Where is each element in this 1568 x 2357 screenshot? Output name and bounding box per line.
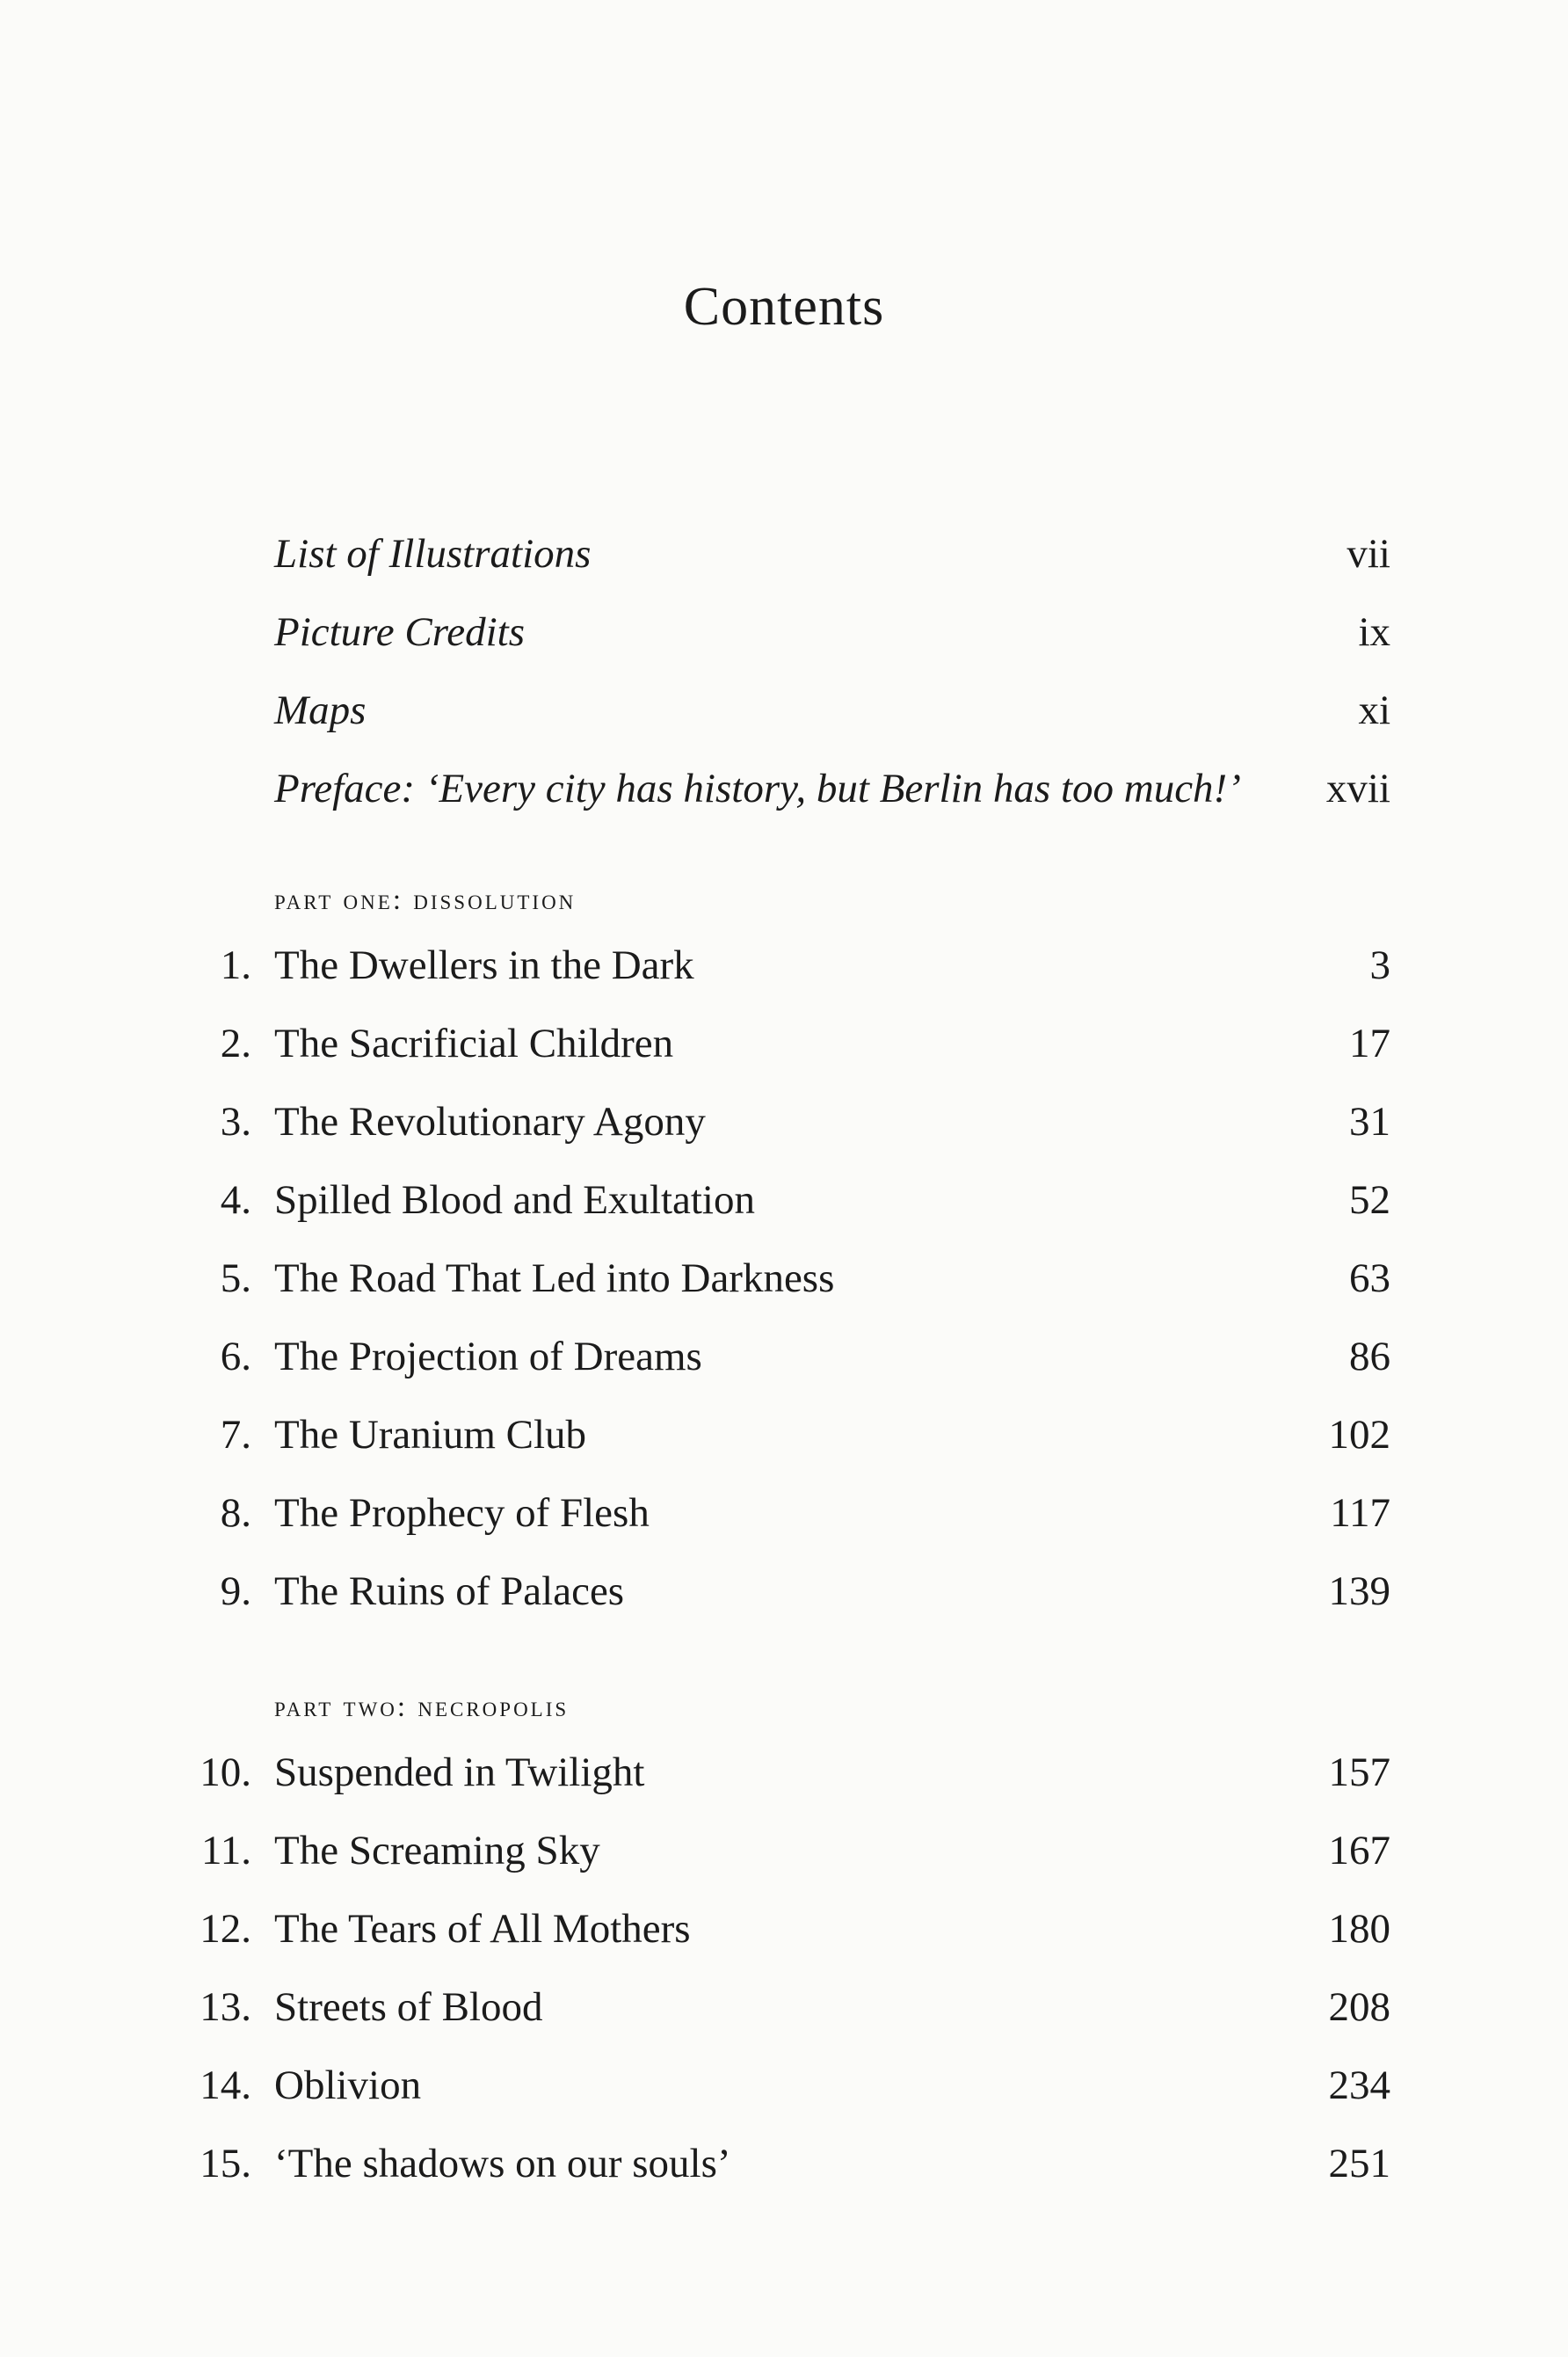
- entry-page-number: 157: [1328, 1750, 1390, 1795]
- toc-entry-maps[interactable]: [0, 675, 1568, 746]
- entry-label: The Projection of Dreams: [274, 1334, 702, 1379]
- entry-label: Picture Credits: [274, 609, 526, 655]
- toc-entry-chapter[interactable]: [0, 1400, 1568, 1470]
- entry-label: List of Illustrations: [274, 531, 592, 577]
- entry-label: The Prophecy of Flesh: [274, 1490, 650, 1536]
- entry-label: The Road That Led into Darkness: [274, 1255, 835, 1301]
- chapter-number: 11.: [200, 1828, 251, 1873]
- chapter-number: 4.: [220, 1177, 251, 1223]
- toc-entry-chapter[interactable]: [0, 1556, 1568, 1626]
- entry-page-number: 31: [1349, 1099, 1390, 1145]
- chapter-number: 7.: [220, 1412, 251, 1458]
- toc-entry-chapter[interactable]: [0, 1478, 1568, 1548]
- entry-label: The Screaming Sky: [274, 1828, 600, 1873]
- toc-entry-chapter[interactable]: [0, 1321, 1568, 1392]
- entry-page-number: 139: [1328, 1568, 1390, 1614]
- page-title: Contents: [683, 277, 885, 337]
- chapter-number: 8.: [220, 1490, 251, 1536]
- part-heading: part two: necropolis: [274, 1691, 570, 1723]
- toc-entry-picture-credits[interactable]: [0, 597, 1568, 667]
- toc-entry-chapter[interactable]: [0, 2050, 1568, 2121]
- chapter-number: 9.: [220, 1568, 251, 1614]
- chapter-number: 6.: [220, 1334, 251, 1379]
- entry-label: ‘The shadows on our souls’: [274, 2141, 731, 2186]
- toc-entry-chapter[interactable]: [0, 1087, 1568, 1157]
- chapter-number: 2.: [220, 1021, 251, 1066]
- part-heading: part one: dissolution: [274, 884, 577, 916]
- entry-label: Maps: [274, 687, 367, 733]
- entry-page-number: 17: [1349, 1021, 1390, 1066]
- toc-entry-list-of-illustrations[interactable]: [0, 519, 1568, 589]
- entry-page-number: 117: [1330, 1490, 1390, 1536]
- toc-entry-chapter[interactable]: [0, 1165, 1568, 1235]
- toc-entry-chapter[interactable]: [0, 1972, 1568, 2042]
- entry-page-number: 63: [1349, 1255, 1390, 1301]
- toc-entry-chapter[interactable]: [0, 1815, 1568, 1886]
- entry-page-number: 251: [1328, 2141, 1390, 2186]
- entry-page-number: 208: [1328, 1984, 1390, 2030]
- entry-page-number: 234: [1328, 2062, 1390, 2108]
- entry-label: The Revolutionary Agony: [274, 1099, 706, 1145]
- entry-page-number: 167: [1328, 1828, 1390, 1873]
- entry-label: The Ruins of Palaces: [274, 1568, 625, 1614]
- entry-page-number: 3: [1369, 942, 1390, 988]
- toc-entry-chapter[interactable]: [0, 1737, 1568, 1808]
- entry-label: The Tears of All Mothers: [274, 1906, 691, 1952]
- entry-label: Suspended in Twilight: [274, 1750, 645, 1795]
- chapter-number: 10.: [200, 1750, 251, 1795]
- toc-entry-chapter[interactable]: [0, 1894, 1568, 1964]
- entry-label: Streets of Blood: [274, 1984, 543, 2030]
- entry-page-number: 102: [1328, 1412, 1390, 1458]
- chapter-number: 14.: [200, 2062, 251, 2108]
- chapter-number: 1.: [220, 942, 251, 988]
- entry-label: Oblivion: [274, 2062, 422, 2108]
- toc-entry-preface[interactable]: [0, 753, 1568, 824]
- entry-label: The Uranium Club: [274, 1412, 587, 1458]
- entry-page-number: 52: [1349, 1177, 1390, 1223]
- entry-label: Spilled Blood and Exultation: [274, 1177, 755, 1223]
- entry-label: The Dwellers in the Dark: [274, 942, 694, 988]
- toc-entry-chapter[interactable]: [0, 1243, 1568, 1313]
- entry-page-number: 180: [1328, 1906, 1390, 1952]
- toc-entry-chapter[interactable]: [0, 1008, 1568, 1079]
- entry-label: The Sacrificial Children: [274, 1021, 674, 1066]
- entry-page-number: ix: [1358, 609, 1390, 655]
- entry-label: Preface: ‘Every city has history, but Berlin has too much!’: [274, 766, 1241, 811]
- chapter-number: 13.: [200, 1984, 251, 2030]
- chapter-number: 12.: [200, 1906, 251, 1952]
- entry-page-number: xi: [1358, 687, 1390, 733]
- toc-entry-chapter[interactable]: [0, 930, 1568, 1000]
- entry-page-number: vii: [1347, 531, 1390, 577]
- toc-entry-chapter[interactable]: [0, 2128, 1568, 2199]
- chapter-number: 15.: [200, 2141, 251, 2186]
- entry-page-number: 86: [1349, 1334, 1390, 1379]
- entry-page-number: xvii: [1325, 766, 1390, 811]
- chapter-number: 5.: [220, 1255, 251, 1301]
- chapter-number: 3.: [220, 1099, 251, 1145]
